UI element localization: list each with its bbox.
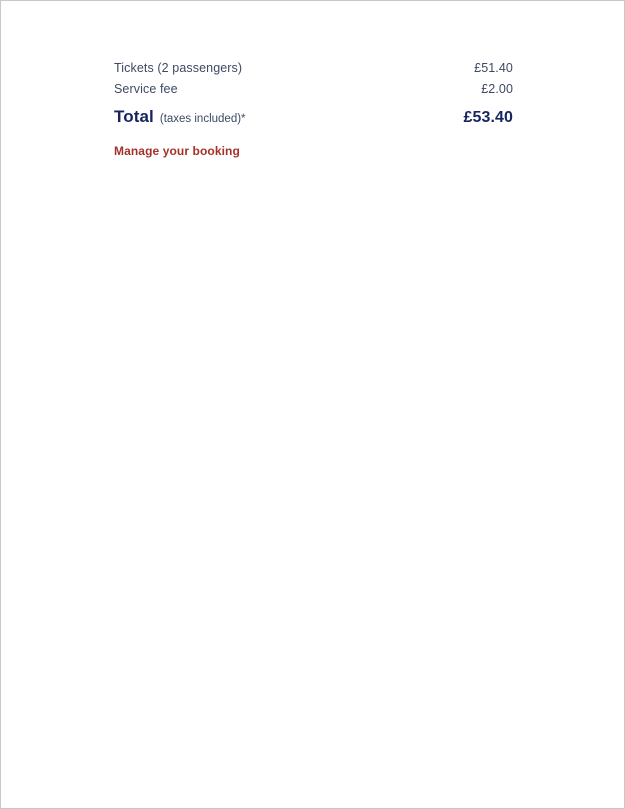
total-label-group bbox=[114, 107, 246, 127]
price-summary bbox=[114, 61, 513, 127]
total-label: Total bbox=[114, 107, 154, 126]
line-item bbox=[114, 61, 513, 75]
line-item bbox=[114, 82, 513, 96]
total-row bbox=[114, 107, 513, 127]
manage-booking-link[interactable]: Manage your booking bbox=[114, 144, 240, 158]
total-note: (taxes included)* bbox=[159, 113, 246, 125]
line-item-value: £2.00 bbox=[481, 82, 513, 96]
total-value: £53.40 bbox=[463, 109, 513, 126]
line-item-label: Service fee bbox=[114, 82, 178, 96]
line-item-label: Tickets (2 passengers) bbox=[114, 61, 243, 75]
line-item-value: £51.40 bbox=[474, 61, 513, 75]
